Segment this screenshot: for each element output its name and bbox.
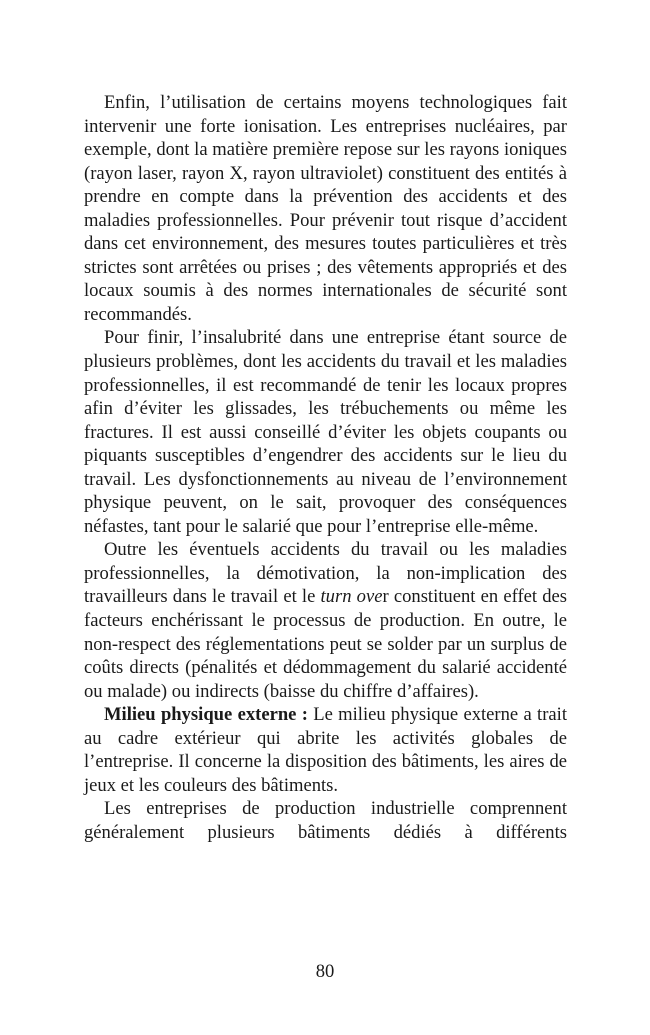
page-number: 80 [315,961,335,982]
paragraph-batiments [84,797,567,844]
paragraph-text-before: Outre les éventuels accidents du travail ou les maladies professionnelles, la démotivation, la non-implication des travailleurs dans le travail et le [84,539,567,608]
section-label: Milieu physique externe : [104,704,308,726]
paragraph-insalubrite [84,326,567,538]
paragraph-ionisation [84,91,567,326]
paragraph-milieu-physique-externe [84,703,567,797]
italic-term: turn ove [320,586,383,608]
paragraph-couts [84,538,567,703]
text-line: généralement plusieurs bâtiments dédiés à différents [84,821,567,843]
paragraph-text: Le milieu physique externe a trait au cadre extérieur qui abrite les activités globales de l’entreprise. Il concerne la disposition des bâtiments, les aires de jeux et les couleurs des bâtiments. [84,704,567,796]
page-body [84,91,567,845]
paragraph-text-after: r constituent en effet des facteurs enchérissant le processus de production. En outre, le non-respect des réglementations peut se solder par un surplus de coûts directs (pénalités et dédommagement du salarié accidenté ou malade) ou indirects (baisse du chiffre d’affaires). [84,586,568,702]
paragraph-text: Enfin, l’utilisation de certains moyens technologiques fait intervenir une forte ionisation. Les entreprises nucléaires, par exemple, dont la matière première repose sur les rayons ioniques (rayon laser, rayon X, rayon ultraviolet) constituent des entités à prendre en compte dans la prévention des accidents et des maladies professionnelles. Pour prévenir tout risque d’accident dans cet environnement, des mesures toutes particulières et très strictes sont arrêtées ou prises ; des vêtements appropriés et des locaux soumis à des normes internationales de sécurité sont recommandés. [84,92,567,325]
paragraph-text: Pour finir, l’insalubrité dans une entreprise étant source de plusieurs problèmes, dont les accidents du travail et les maladies professionnelles, il est recommandé de tenir les locaux propres afin d’éviter les glissades, les trébuchements ou même les fractures. Il est aussi conseillé d’éviter les objets coupants ou piquants susceptibles d’engendrer des accidents sur le lieu du travail. Les dysfonctionnements au niveau de l’environnement physique peuvent, on le sait, provoquer des conséquences néfastes, tant pour le salarié que pour l’entreprise elle-même. [84,327,567,537]
text-line: Les entreprises de production industrielle comprennent [104,798,567,820]
